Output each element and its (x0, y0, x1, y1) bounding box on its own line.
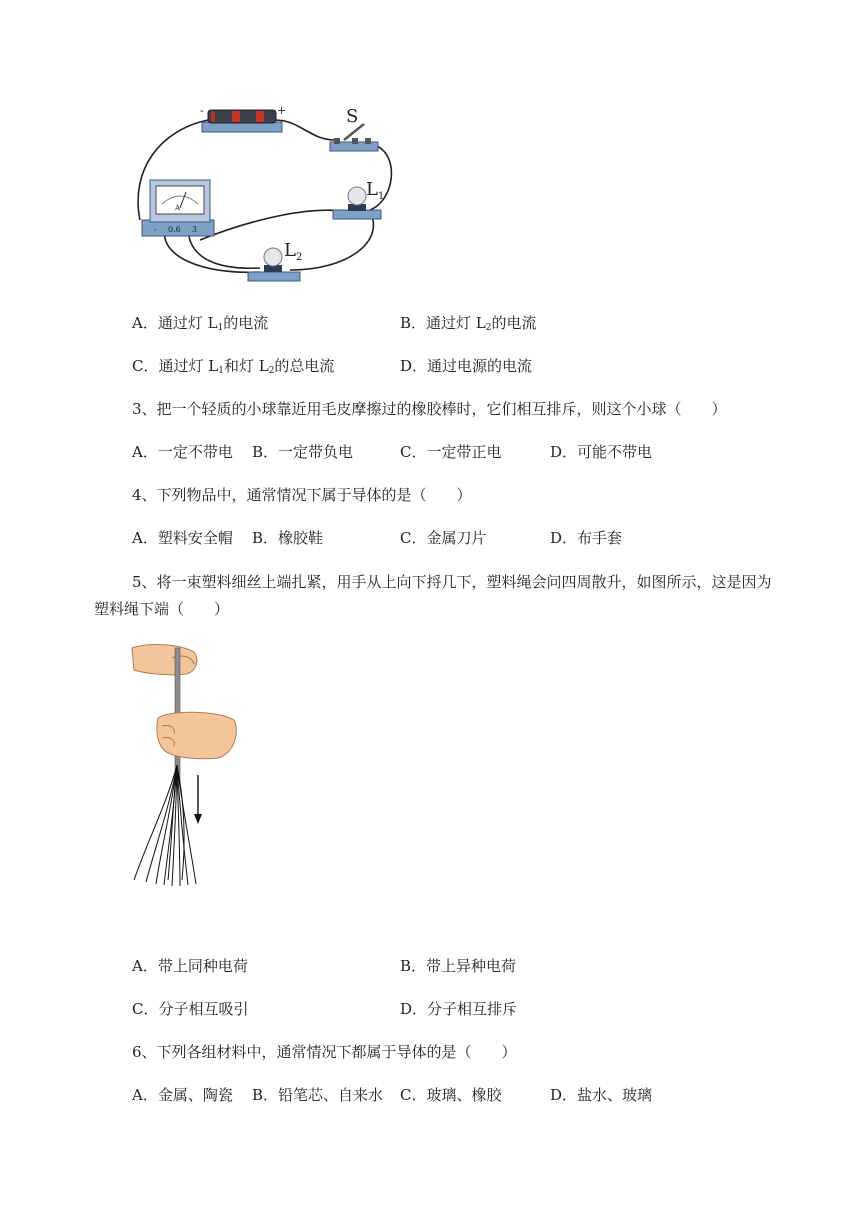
ammeter-terminal-3: 3 (192, 225, 198, 234)
q5-stem-line2: 塑料绳下端（ ） (94, 600, 230, 618)
q2-option-b: B．通过灯 $L_2$的电流 (400, 314, 537, 333)
q3-option-c: C．一定带正电 (400, 443, 502, 461)
q3-option-a: A．一定不带电 (132, 443, 233, 461)
q5-option-b: B．带上异种电荷 (400, 957, 517, 975)
switch (330, 124, 378, 151)
q4-option-b: B．橡胶鞋 (252, 529, 324, 547)
q5-stem-line1: 5、将一束塑料细丝上端扎紧，用手从上向下捋几下，塑料绳会问四周散升，如图所示，这是因为 (132, 573, 772, 591)
q3-stem: 3、把一个轻质的小球靠近用毛皮摩擦过的橡胶棒时，它们相互排斥，则这个小球（ ） (132, 400, 727, 418)
ammeter-terminal-0-6: 0.6 (168, 225, 181, 234)
q2-option-a: A．通过灯 $L_1$的电流 (132, 314, 269, 333)
q4-option-a: A．塑料安全帽 (132, 529, 233, 547)
ammeter-letter: A (175, 204, 181, 212)
q2-option-d: D．通过电源的电流 (400, 357, 533, 375)
battery (202, 110, 282, 132)
q4-option-d: D．布手套 (550, 529, 623, 547)
q2-option-c: C．通过灯 $L_1$和灯 $L_2$的总电流 (132, 357, 335, 376)
battery-plus-label: + (277, 104, 287, 117)
q5-option-d: D．分子相互排斥 (400, 1000, 518, 1018)
q4-option-c: C．金属刀片 (400, 529, 487, 547)
lamp-l1-label: $L_1$ (366, 179, 385, 202)
plastic-strands-figure (128, 640, 248, 890)
q6-option-b: B．铅笔芯、自来水 (252, 1086, 384, 1104)
switch-label: S (346, 106, 359, 127)
lamp-l2-label: $L_2$ (284, 240, 303, 263)
q3-option-b: B．一定带负电 (252, 443, 354, 461)
battery-minus-label: - (200, 104, 204, 117)
q6-option-c: C．玻璃、橡胶 (400, 1086, 502, 1104)
ammeter-terminal-minus: - (154, 225, 157, 234)
q6-option-d: D．盐水、玻璃 (550, 1086, 653, 1104)
circuit-diagram (120, 100, 420, 300)
q6-stem: 6、下列各组材料中，通常情况下都属于导体的是（ ） (132, 1043, 517, 1061)
q5-option-a: A．带上同种电荷 (132, 957, 248, 975)
q4-stem: 4、下列物品中，通常情况下属于导体的是（ ） (132, 486, 472, 504)
q3-option-d: D．可能不带电 (550, 443, 653, 461)
q6-option-a: A．金属、陶瓷 (132, 1086, 233, 1104)
q5-option-c: C．分子相互吸引 (132, 1000, 249, 1018)
